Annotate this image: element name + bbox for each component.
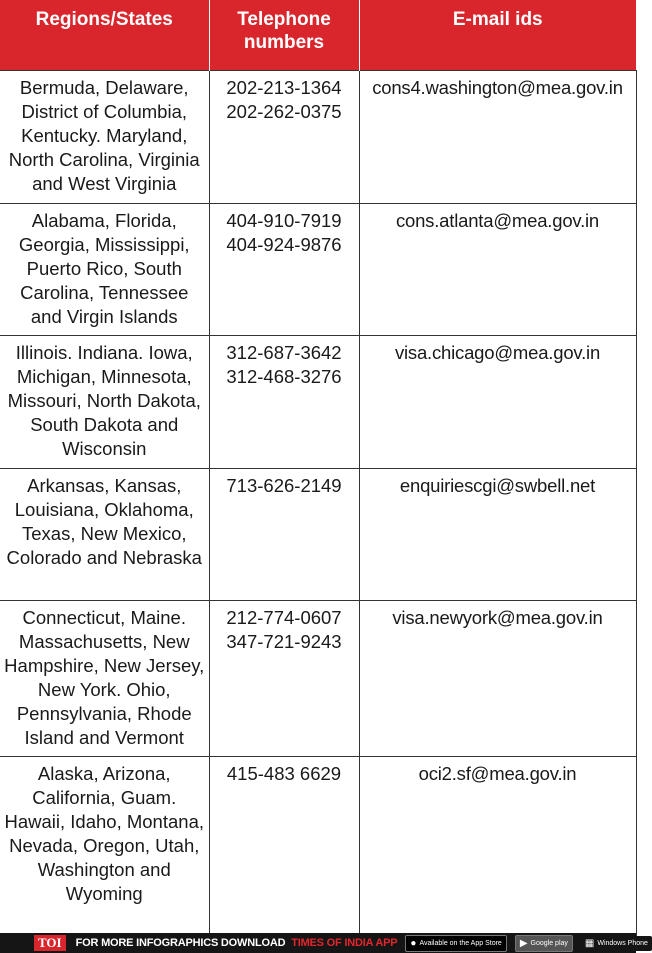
phone-number: 415-483 6629 (226, 763, 342, 784)
toi-logo: TOI (34, 935, 66, 951)
table-row (0, 336, 636, 469)
phones-cell (209, 204, 359, 336)
promo-text (76, 937, 398, 949)
regions-cell: Arkansas, Kansas, Louisiana, Oklahoma, Texas, New Mexico, Colorado and Nebraska (0, 469, 209, 601)
phones-cell (209, 757, 359, 940)
phones-cell (209, 71, 359, 204)
table-row (0, 71, 636, 204)
app-store-label: Available on the App Store (419, 939, 502, 947)
header-telephone: Telephone numbers (209, 0, 359, 71)
windows-phone-label: Windows Phone (597, 939, 648, 947)
email-cell[interactable]: visa.newyork@mea.gov.in (359, 601, 636, 757)
apple-icon: ● (410, 937, 417, 949)
regions-cell: Connecticut, Maine. Massachusetts, New Hampshire, New Jersey, New York. Ohio, Pennsylvania, Rhode Island and Vermont (0, 601, 209, 757)
email-cell[interactable]: visa.chicago@mea.gov.in (359, 336, 636, 469)
email-cell[interactable]: cons.atlanta@mea.gov.in (359, 204, 636, 336)
footer-bar (0, 933, 648, 953)
regions-cell: Bermuda, Delaware, District of Columbia, Kentucky. Maryland, North Carolina, Virginia and West Virginia (0, 71, 209, 204)
phone-number: 312-687-3642 (226, 342, 342, 363)
table-row (0, 757, 636, 940)
table-row (0, 469, 636, 601)
regions-cell: Alaska, Arizona, California, Guam. Hawaii, Idaho, Montana, Nevada, Oregon, Utah, Washington and Wyoming (0, 757, 209, 940)
google-play-label: Google play (530, 939, 568, 947)
phones-cell (209, 601, 359, 757)
phone-number: 404-910-7919 (226, 210, 342, 231)
table-row (0, 204, 636, 336)
phone-number: 202-262-0375 (226, 101, 342, 122)
phone-number: 404-924-9876 (226, 234, 342, 255)
email-cell[interactable]: oci2.sf@mea.gov.in (359, 757, 636, 940)
phones-cell (209, 336, 359, 469)
promo-app-name: TIMES OF INDIA APP (291, 937, 398, 949)
windows-phone-badge[interactable] (581, 936, 652, 951)
google-play-badge[interactable] (515, 935, 573, 952)
app-store-badge[interactable] (405, 935, 506, 952)
header-regions: Regions/States (0, 0, 209, 71)
phone-number: 312-468-3276 (226, 366, 342, 387)
header-row (0, 0, 636, 71)
email-cell[interactable]: enquiriescgi@swbell.net (359, 469, 636, 601)
email-cell[interactable]: cons4.washington@mea.gov.in (359, 71, 636, 204)
table-row (0, 601, 636, 757)
windows-icon: ▦ (584, 937, 595, 949)
promo-lead: FOR MORE INFOGRAPHICS DOWNLOAD (75, 937, 286, 949)
header-email: E-mail ids (359, 0, 636, 71)
regions-cell: Illinois. Indiana. Iowa, Michigan, Minnesota, Missouri, North Dakota, South Dakota and Wisconsin (0, 336, 209, 469)
phone-number: 212-774-0607 (226, 607, 342, 628)
play-icon: ▶ (519, 937, 528, 949)
phones-cell (209, 469, 359, 601)
regions-cell: Alabama, Florida, Georgia, Mississippi, Puerto Rico, South Carolina, Tennessee and Virgin Islands (0, 204, 209, 336)
phone-number: 347-721-9243 (226, 631, 342, 652)
phone-number: 713-626-2149 (226, 475, 342, 496)
phone-number: 202-213-1364 (226, 77, 342, 98)
